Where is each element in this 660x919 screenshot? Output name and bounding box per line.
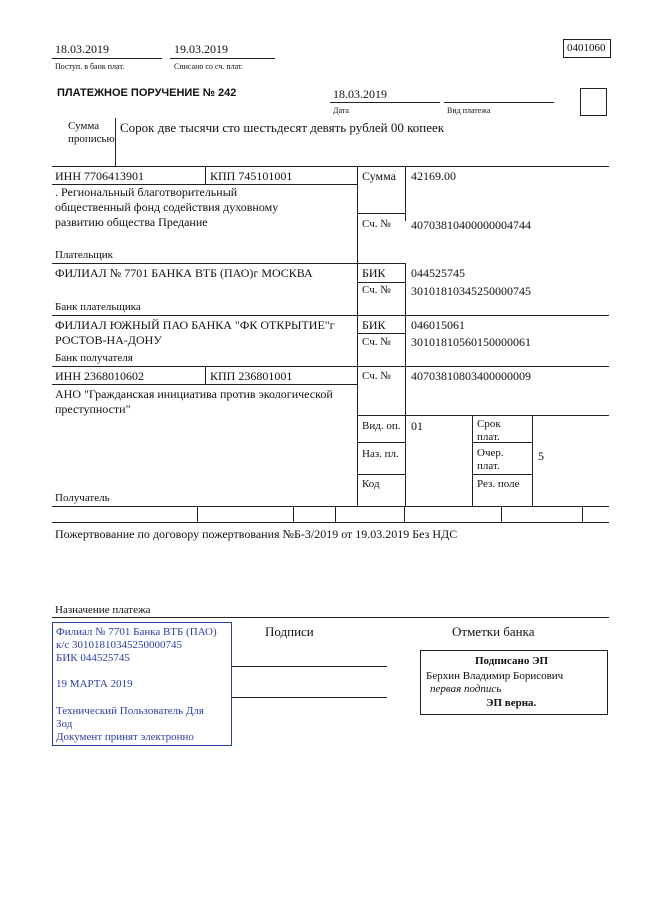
payee-name-line-1: АНО "Гражданская инициатива против экологической [55, 387, 333, 401]
vid-op-label: Вид. оп. [362, 420, 401, 432]
payment-type-label: Вид платежа [447, 106, 491, 115]
stamp-line-4: 19 МАРТА 2019 [56, 678, 133, 690]
debited-label: Списано со сч. плат. [174, 62, 243, 71]
srok-label-1: Срок [477, 418, 501, 430]
naz-pl-label: Наз. пл. [362, 448, 399, 460]
kod-label: Код [362, 478, 380, 490]
amount-words-label-1: Сумма [68, 120, 100, 132]
debited-date: 19.03.2019 [174, 42, 228, 56]
stamp-line-7: Документ принят электронно [56, 731, 194, 743]
document-title: ПЛАТЕЖНОЕ ПОРУЧЕНИЕ № 242 [57, 87, 237, 99]
stamp-line-1: Филиал № 7701 Банка ВТБ (ПАО) [56, 626, 217, 638]
payer-kpp: КПП 745101001 [210, 169, 293, 183]
payer-name-line-2: общественный фонд содействия духовному [55, 200, 279, 214]
ocher-label-1: Очер. [477, 447, 504, 459]
ocher-value: 5 [538, 449, 544, 463]
order-date-label: Дата [333, 106, 349, 115]
payer-bank-label: Банк плательщика [55, 301, 141, 313]
form-code: 0401060 [567, 42, 606, 54]
amount-words-label-2: прописью [68, 133, 115, 145]
payee-account-label: Сч. № [362, 370, 391, 382]
amount-label: Сумма [362, 169, 396, 183]
payer-label: Плательщик [55, 249, 113, 261]
payer-account-label: Сч. № [362, 218, 391, 230]
ocher-label-2: плат. [477, 460, 500, 472]
stamp-line-5: Технический Пользователь Для [56, 705, 204, 717]
bank-marks-label: Отметки банка [452, 624, 535, 639]
signer-role: первая подпись [430, 683, 502, 695]
payer-bank-account: 30101810345250000745 [411, 284, 531, 298]
payer-inn: ИНН 7706413901 [55, 169, 144, 183]
payer-name-line-3: развитию общества Предание [55, 215, 208, 229]
stamp-line-2: к/с 30101810345250000745 [56, 639, 183, 651]
rez-label: Рез. поле [477, 478, 520, 490]
payee-label: Получатель [55, 492, 110, 504]
srok-label-2: плат. [477, 431, 500, 443]
payee-bank-label: Банк получателя [55, 352, 133, 364]
amount-words: Сорок две тысячи сто шестьдесят девять рублей 00 копеек [120, 120, 445, 135]
ep-title: Подписано ЭП [475, 655, 549, 667]
payer-name-line-1: . Региональный благотворительный [55, 185, 238, 199]
signatures-label: Подписи [265, 624, 314, 639]
payer-account: 40703810400000004744 [411, 218, 531, 232]
payee-bank-account: 30101810560150000061 [411, 335, 531, 349]
payee-kpp: КПП 236801001 [210, 369, 293, 383]
stamp-line-6: Зод [56, 718, 73, 730]
signer-name: Берхин Владимир Борисович [426, 670, 564, 682]
payer-bank-name: ФИЛИАЛ № 7701 БАНКА ВТБ (ПАО)г МОСКВА [55, 266, 313, 280]
payment-type-box [580, 88, 607, 116]
ep-signature-box [420, 650, 608, 715]
purpose-text: Пожертвование по договору пожертвования №Б-3/2019 от 19.03.2019 Без НДС [55, 527, 458, 541]
stamp-line-3: БИК 044525745 [56, 652, 130, 664]
order-date: 18.03.2019 [333, 87, 387, 101]
payee-bank-bik: 046015061 [411, 318, 465, 332]
payee-bank-name-line-1: ФИЛИАЛ ЮЖНЫЙ ПАО БАНКА "ФК ОТКРЫТИЕ"г [55, 318, 335, 332]
payee-bank-account-label: Сч. № [362, 336, 391, 348]
payee-account: 40703810803400000009 [411, 369, 531, 383]
payee-bank-bik-label: БИК [362, 318, 386, 332]
payer-bank-bik-label: БИК [362, 266, 386, 280]
payer-bank-account-label: Сч. № [362, 284, 391, 296]
payee-bank-name-line-2: РОСТОВ-НА-ДОНУ [55, 333, 162, 347]
received-label: Поступ. в банк плат. [55, 62, 125, 71]
form-code-box [563, 39, 611, 58]
purpose-label: Назначение платежа [55, 604, 151, 616]
payer-bank-bik: 044525745 [411, 266, 465, 280]
payee-inn: ИНН 2368010602 [55, 369, 144, 383]
ep-valid: ЭП верна. [486, 697, 537, 709]
amount-value: 42169.00 [411, 169, 456, 183]
bank-stamp [52, 622, 232, 746]
received-date: 18.03.2019 [55, 42, 109, 56]
payee-name-line-2: преступности" [55, 402, 131, 416]
vid-op-value: 01 [411, 419, 423, 433]
